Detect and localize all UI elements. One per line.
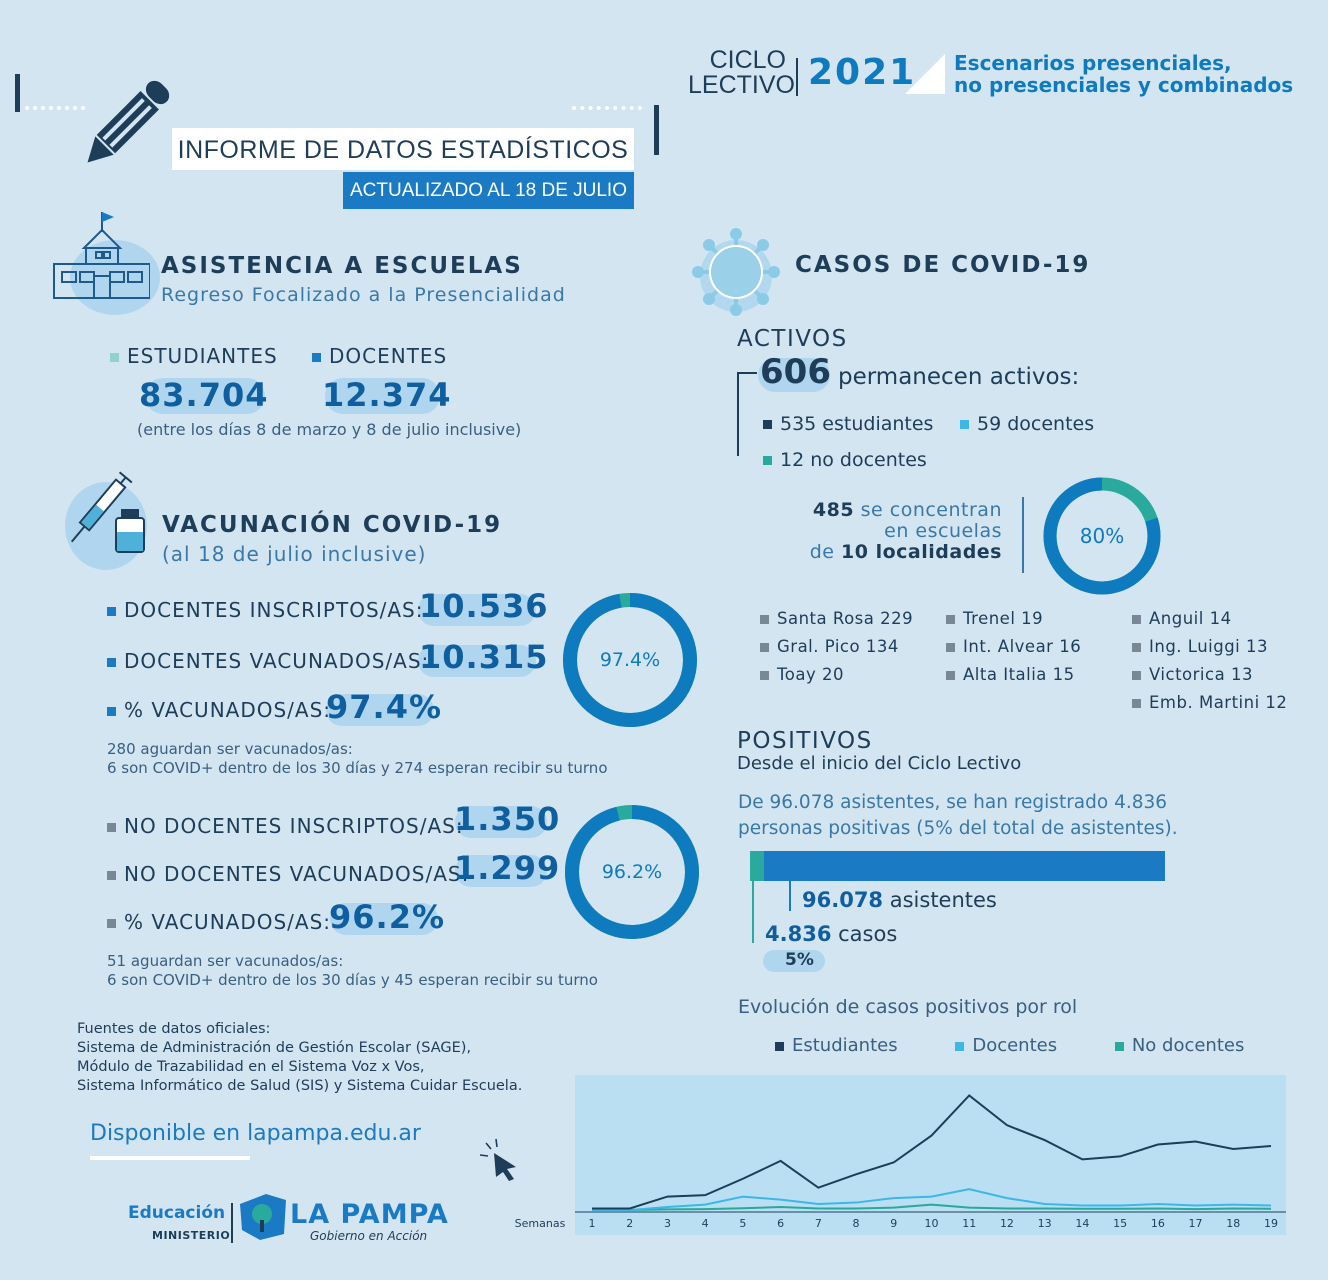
no-docentes-square-icon (763, 456, 772, 465)
x-tick-label: 12 (999, 1217, 1014, 1230)
localidades-donut (1040, 474, 1164, 598)
asistentes-connector (789, 881, 791, 911)
casos-pct: 5% (785, 950, 814, 970)
x-tick-label: 19 (1264, 1217, 1278, 1230)
x-tick-label: 18 (1226, 1217, 1241, 1230)
localidad-label: Ing. Luiggi 13 (1149, 637, 1269, 656)
cursor-icon (478, 1137, 522, 1183)
localidad-item (760, 665, 844, 684)
square-icon (1132, 643, 1141, 652)
doc-vacunados-row (107, 649, 429, 673)
asistencia-title: ASISTENCIA A ESCUELAS (161, 253, 523, 279)
nodoc-inscriptos-label: NO DOCENTES INSCRIPTOS/AS: (124, 814, 464, 838)
x-tick-label: 7 (814, 1217, 822, 1230)
localidad-label: Alta Italia 15 (963, 665, 1075, 684)
legend-estudiantes-square-icon (775, 1042, 784, 1051)
report-subtitle: ACTUALIZADO AL 18 DE JULIO (350, 180, 627, 201)
localidad-label: Anguil 14 (1149, 609, 1232, 628)
x-tick-label: 13 (1037, 1217, 1052, 1230)
nodoc-vacunados-label: NO DOCENTES VACUNADOS/AS: (124, 862, 470, 886)
legend-docentes-square-icon (955, 1042, 964, 1051)
activos-title: ACTIVOS (737, 326, 848, 352)
nodoc-note (107, 952, 598, 990)
localidad-item (946, 609, 1043, 628)
activos-estudiantes (763, 413, 933, 435)
doc-note-line1: 280 aguardan ser vacunados/as: (107, 740, 353, 758)
header-right-bar (654, 105, 659, 155)
nodoc-note-line2: 6 son COVID+ dentro de los 30 días y 45 esperan recibir su turno (107, 971, 598, 989)
legend-docentes-label: Docentes (972, 1035, 1058, 1056)
doc-inscriptos-label: DOCENTES INSCRIPTOS/AS: (124, 598, 424, 622)
legend-no-docentes-square-icon (1115, 1042, 1124, 1051)
activos-text: permanecen activos: (838, 364, 1080, 390)
localidad-label: Int. Alvear 16 (963, 637, 1082, 656)
concentran-divider (1022, 497, 1024, 573)
square-icon (760, 643, 769, 652)
square-icon (946, 643, 955, 652)
x-tick-label: 5 (739, 1217, 747, 1230)
ciclo-divider (796, 58, 798, 96)
estudiantes-square-icon (763, 420, 772, 429)
localidad-label: Toay 20 (777, 665, 844, 684)
localidad-label: Emb. Martini 12 (1149, 693, 1288, 712)
casos-connector (752, 881, 754, 943)
pencil-icon (70, 70, 180, 180)
activos-number: 606 (760, 352, 831, 392)
fuentes-title: Fuentes de datos oficiales: (77, 1021, 271, 1037)
docentes-label-row (312, 344, 447, 368)
report-subtitle-box (343, 172, 634, 209)
positivos-text-line2: personas positivas (5% del total de asistentes). (738, 818, 1178, 839)
localidad-item (760, 609, 913, 628)
chart-title: Evolución de casos positivos por rol (738, 996, 1078, 1018)
x-tick-label: 15 (1113, 1217, 1128, 1230)
localidad-label: Victorica 13 (1149, 665, 1253, 684)
concentran-line1: se concentran (860, 499, 1002, 521)
positivos-text-line1: De 96.078 asistentes, se han registrado 4.836 (738, 792, 1168, 813)
x-tick-label: 1 (588, 1217, 596, 1230)
legend-estudiantes (775, 1035, 898, 1056)
positivos-title: POSITIVOS (737, 728, 873, 754)
doc-inscriptos-square-icon (107, 607, 116, 616)
concentran-de: de (809, 541, 835, 563)
localidad-item (760, 637, 899, 656)
ciclo-lectivo (688, 46, 795, 99)
casos-value: 4.836 (765, 922, 832, 946)
activos-docentes (960, 413, 1094, 435)
x-tick-label: 3 (663, 1217, 671, 1230)
report-title: INFORME DE DATOS ESTADÍSTICOS (177, 136, 629, 164)
estudiantes-value: 83.704 (139, 376, 269, 414)
square-icon (760, 615, 769, 624)
concentran-text (800, 500, 1002, 563)
square-icon (1132, 615, 1141, 624)
asistentes-row (802, 888, 997, 912)
asistencia-note: (entre los días 8 de marzo y 8 de julio inclusive) (137, 420, 522, 439)
casos-label: casos (838, 922, 898, 946)
concentran-num: 485 (812, 499, 855, 521)
x-tick-label: 9 (890, 1217, 898, 1230)
chart-xlabel: Semanas (514, 1217, 566, 1230)
docentes-square-icon (960, 420, 969, 429)
logo-lapampa: LA PAMPA (290, 1199, 449, 1230)
fuentes (77, 1020, 522, 1096)
legend-no-docentes (1115, 1035, 1245, 1056)
doc-vacunados-square-icon (107, 658, 116, 667)
localidad-label: Trenel 19 (963, 609, 1044, 628)
x-tick-label: 8 (852, 1217, 860, 1230)
x-tick-label: 2 (626, 1217, 634, 1230)
asistentes-label: asistentes (889, 888, 997, 912)
doc-donut (560, 590, 700, 730)
nodoc-inscriptos-value: 1.350 (454, 800, 561, 838)
header-dots-right (572, 106, 642, 110)
syringe-icon (68, 468, 158, 558)
doc-pct-square-icon (107, 707, 116, 716)
doc-inscriptos-value: 10.536 (419, 587, 549, 625)
escenarios (954, 52, 1293, 96)
positivos-text (738, 790, 1178, 842)
disponible-link[interactable]: Disponible en lapampa.edu.ar (90, 1121, 421, 1146)
docentes-value: 12.374 (322, 376, 452, 414)
docentes-label: DOCENTES (329, 344, 448, 368)
localidad-item (946, 665, 1075, 684)
virus-icon (690, 226, 782, 318)
vacunacion-title: VACUNACIÓN COVID-19 (162, 512, 503, 538)
logo-ministerio: MINISTERIO (152, 1229, 231, 1242)
logo-divider (231, 1203, 233, 1243)
asistentes-value: 96.078 (802, 888, 884, 912)
nodoc-note-line1: 51 aguardan ser vacunados/as: (107, 952, 344, 970)
vacunacion-subtitle: (al 18 de julio inclusive) (162, 542, 427, 566)
doc-inscriptos-row (107, 598, 424, 622)
x-tick-label: 4 (701, 1217, 709, 1230)
header-left-bar (15, 74, 20, 112)
concentran-line2: en escuelas (884, 520, 1002, 542)
square-icon (1132, 671, 1141, 680)
square-icon (760, 671, 769, 680)
nodoc-vacunados-value: 1.299 (454, 849, 561, 887)
localidades-donut-label: 80% (1079, 524, 1125, 548)
casos-bar (750, 851, 764, 881)
square-icon (946, 615, 955, 624)
nodoc-inscriptos-row (107, 814, 464, 838)
logo-gobierno: Gobierno en Acción (310, 1229, 428, 1243)
line-chart (510, 1075, 1286, 1240)
fuentes-line2: Módulo de Trazabilidad en el Sistema Voz x Vos, (77, 1059, 425, 1075)
doc-pct-label: % VACUNADOS/AS: (124, 698, 332, 722)
localidad-label: Santa Rosa 229 (777, 609, 914, 628)
doc-pct-value: 97.4% (326, 688, 443, 726)
doc-pct-row (107, 698, 331, 722)
ciclo-line1: CICLO (709, 46, 786, 74)
doc-vacunados-label: DOCENTES VACUNADOS/AS: (124, 649, 430, 673)
activos-estudiantes-text: 535 estudiantes (780, 413, 934, 435)
doc-note-line2: 6 son COVID+ dentro de los 30 días y 274 esperan recibir su turno (107, 759, 608, 777)
localidad-item (1132, 665, 1253, 684)
triangle-decor (905, 54, 945, 94)
square-icon (946, 671, 955, 680)
escenarios-line1: Escenarios presenciales, (954, 51, 1232, 75)
fuentes-line3: Sistema Informático de Salud (SIS) y Sistema Cuidar Escuela. (77, 1078, 523, 1094)
docentes-square-icon (312, 353, 321, 362)
casos-row (765, 922, 897, 946)
localidad-item (1132, 637, 1268, 656)
x-tick-label: 10 (924, 1217, 939, 1230)
nodoc-pct-row (107, 910, 331, 934)
estudiantes-label-row (110, 344, 278, 368)
estudiantes-label: ESTUDIANTES (127, 344, 278, 368)
doc-vacunados-value: 10.315 (419, 638, 549, 676)
report-title-box (172, 128, 634, 170)
la-pampa-shield-icon (238, 1192, 288, 1242)
asistencia-subtitle: Regreso Focalizado a la Presencialidad (161, 284, 566, 306)
localidad-item (1132, 693, 1287, 712)
nodoc-inscriptos-square-icon (107, 823, 116, 832)
activos-bracket (737, 372, 757, 456)
nodoc-pct-value: 96.2% (329, 898, 446, 936)
doc-donut-label: 97.4% (599, 649, 661, 671)
square-icon (1132, 699, 1141, 708)
x-tick-label: 6 (777, 1217, 785, 1230)
nodoc-pct-square-icon (107, 919, 116, 928)
legend-docentes (955, 1035, 1057, 1056)
doc-note (107, 740, 608, 778)
nodoc-vacunados-square-icon (107, 871, 116, 880)
escenarios-line2: no presenciales y combinados (954, 73, 1294, 97)
covid-title: CASOS DE COVID-19 (795, 252, 1091, 278)
chart-legend (775, 1035, 1244, 1056)
nodoc-donut-label: 96.2% (601, 861, 663, 883)
localidad-item (946, 637, 1081, 656)
legend-no-docentes-label: No docentes (1131, 1035, 1245, 1056)
positivos-subtitle: Desde el inicio del Ciclo Lectivo (737, 753, 1022, 774)
ciclo-line2: LECTIVO (688, 71, 795, 99)
nodoc-donut (562, 802, 702, 942)
fuentes-line1: Sistema de Administración de Gestión Escolar (SAGE), (77, 1040, 472, 1056)
localidad-label: Gral. Pico 134 (777, 637, 899, 656)
asistentes-bar (750, 851, 1165, 881)
chart-plot-bg (575, 1075, 1286, 1235)
year: 2021 (808, 52, 917, 93)
logo-educacion: Educación (128, 1203, 226, 1223)
concentran-line3: 10 localidades (841, 541, 1002, 563)
activos-no-docentes (763, 449, 927, 471)
localidad-item (1132, 609, 1232, 628)
activos-docentes-text: 59 docentes (977, 413, 1095, 435)
x-tick-label: 11 (962, 1217, 977, 1230)
x-tick-label: 16 (1150, 1217, 1165, 1230)
x-tick-label: 14 (1075, 1217, 1090, 1230)
legend-estudiantes-label: Estudiantes (792, 1035, 898, 1056)
x-tick-label: 17 (1188, 1217, 1203, 1230)
activos-no-docentes-text: 12 no docentes (780, 449, 927, 471)
nodoc-vacunados-row (107, 862, 469, 886)
disponible-underline (90, 1156, 250, 1160)
nodoc-pct-label: % VACUNADOS/AS: (124, 910, 332, 934)
school-icon (50, 210, 150, 305)
estudiantes-square-icon (110, 353, 119, 362)
